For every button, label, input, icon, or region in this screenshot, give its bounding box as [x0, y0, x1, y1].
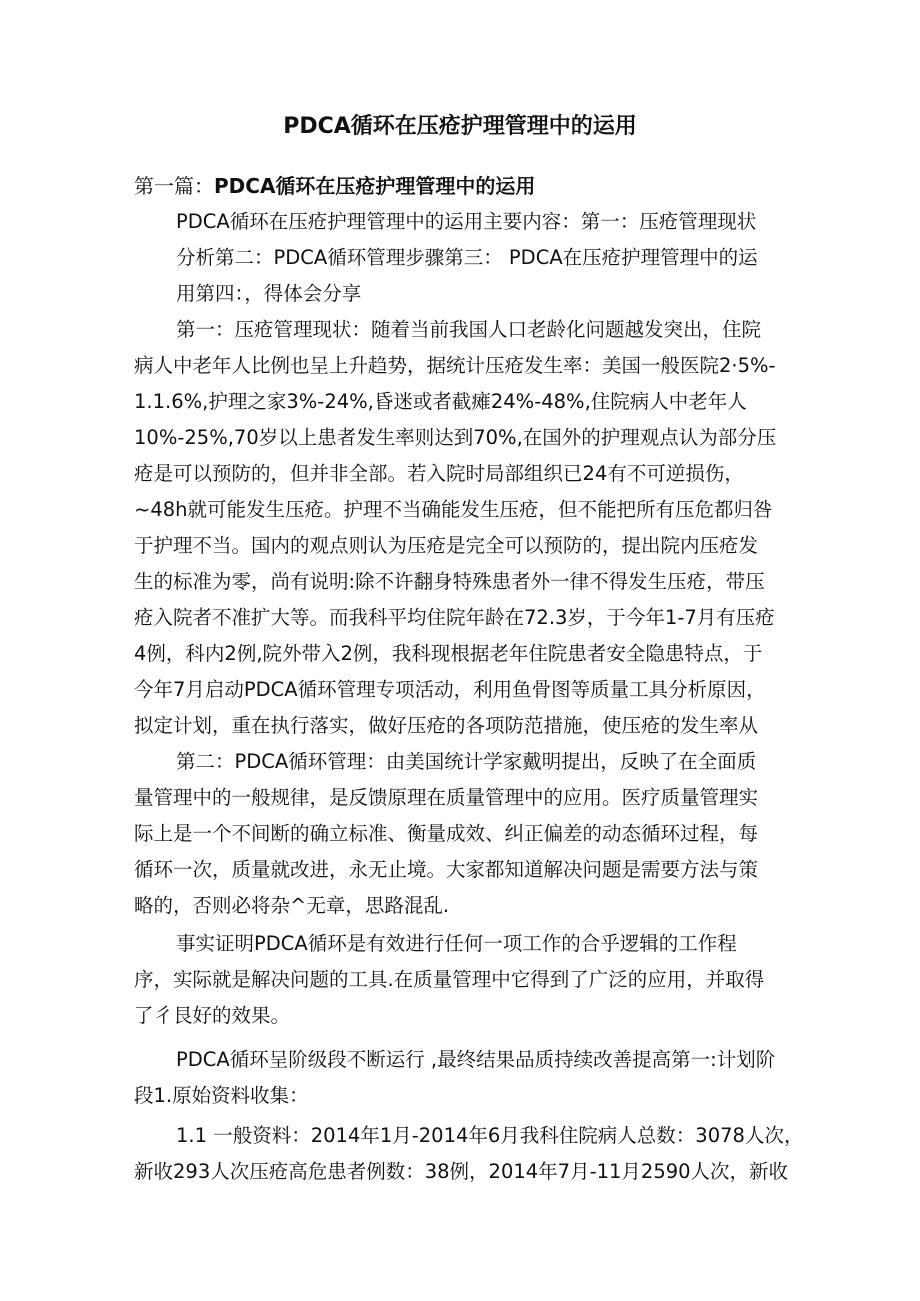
text-line-20: 略的，否则必将杂^无章，思路混乱. — [134, 894, 450, 917]
text-line-15: 拟定计划，重在执行落实，做好压疮的各项防范措施，使压疮的发生率从 — [134, 714, 759, 737]
text-line-8: 疮是可以预防的，但并非全部。若入院时局部组织已24有不可逆损伤， — [134, 462, 744, 485]
text-line-26: 1.1 一般资料：2014年1月-2014年6月我科住院病人总数：3078人次， — [176, 1124, 804, 1147]
text-line-3: 用第四：，得体会分享 — [176, 282, 362, 305]
text-line-6: 1.1.6%,护理之家3%-24%,昏迷或者截瘫24%-48%,住院病人中老年人 — [134, 390, 747, 413]
text-line-5: 病人中老年人比例也呈上升趋势，据统计压疮发生率：美国一般医院2·5%- — [134, 354, 776, 377]
document-title: PDCA循环在压疮护理管理中的运用 — [283, 114, 637, 139]
text-line-10: 于护理不当。国内的观点则认为压疮是完全可以预防的，提出院内压疮发 — [134, 534, 759, 557]
text-line-25: 段1.原始资料收集： — [134, 1084, 309, 1107]
text-line-23: 了彳艮好的效果。 — [134, 1004, 291, 1027]
text-line-9: ~48h就可能发生压疮。护理不当确能发生压疮，但不能把所有压危都归咎 — [134, 498, 773, 521]
text-line-1: PDCA循环在压疮护理管理中的运用主要内容：第一：压疮管理现状 — [176, 210, 757, 233]
text-line-19: 循环一次，质量就改进，永无止境。大家都知道解决问题是需要方法与策 — [134, 858, 759, 881]
text-line-16: 第二：PDCA循环管理：由美国统计学家戴明提出，反映了在全面质 — [176, 750, 757, 773]
text-line-17: 量管理中的一般规律，是反馈原理在质量管理中的应用。医疗质量管理实 — [134, 786, 759, 809]
text-line-12: 疮入院者不准扩大等。而我科平均住院年龄在72.3岁，于今年1-7月有压疮 — [134, 606, 775, 629]
text-line-2: 分析第二：PDCA循环管理步骤第三： PDCA在压疮护理管理中的运 — [176, 246, 758, 269]
text-line-24: PDCA循环呈阶级段不断运行 ,最终结果品质持续改善提高第一:计划阶 — [176, 1048, 776, 1071]
text-line-27: 新收293人次压疮高危患者例数：38例，2014年7月-11月2590人次，新收 — [134, 1160, 789, 1183]
section-heading-prefix: 第一篇： — [134, 174, 214, 198]
text-line-18: 际上是一个不间断的确立标准、衡量成效、纠正偏差的动态循环过程，每 — [134, 822, 759, 845]
section-heading-title: PDCA循环在压疮护理管理中的运用 — [214, 174, 536, 198]
section-heading — [134, 173, 535, 199]
text-line-7: 10%-25%,70岁以上患者发生率则达到70%,在国外的护理观点认为部分压 — [134, 426, 777, 449]
text-line-13: 4例，科内2例,院外带入2例，我科现根据老年住院患者安全隐患特点，于 — [134, 642, 763, 665]
text-line-4: 第一：压疮管理现状：随着当前我国人口老龄化问题越发突出，住院 — [176, 318, 762, 341]
text-line-21: 事实证明PDCA循环是有效进行任何一项工作的合乎逻辑的工作程 — [176, 932, 737, 955]
text-line-14: 今年7月启动PDCA循环管理专项活动，利用鱼骨图等质量工具分析原因， — [134, 678, 766, 701]
text-line-11: 生的标准为零，尚有说明:除不许翻身特殊患者外一律不得发生压疮，带压 — [134, 570, 765, 593]
text-line-22: 序，实际就是解决问题的工具.在质量管理中它得到了广泛的应用，并取得 — [134, 968, 765, 991]
